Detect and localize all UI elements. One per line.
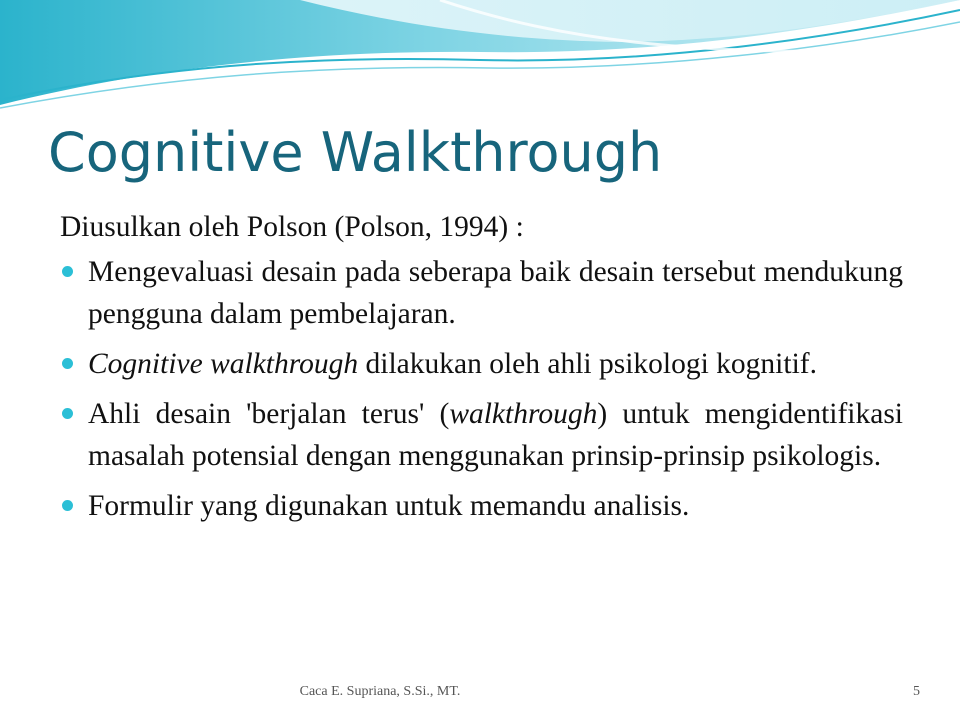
bullet-item bbox=[60, 485, 903, 527]
footer-author: Caca E. Supriana, S.Si., MT. bbox=[299, 684, 461, 699]
bullet-item bbox=[60, 343, 903, 385]
bullet-text: Formulir yang digunakan untuk memandu analisis. bbox=[88, 490, 690, 522]
bullet-text: Mengevaluasi desain pada seberapa baik desain tersebut mendukung pengguna dalam pembelajaran. bbox=[88, 256, 903, 330]
header-wave-decoration bbox=[0, 0, 960, 120]
page-number: 5 bbox=[913, 684, 920, 699]
bullet-list bbox=[60, 251, 903, 527]
slide-title: Cognitive Walkthrough bbox=[48, 121, 663, 184]
intro-text: Diusulkan oleh Polson (Polson, 1994) : bbox=[60, 211, 524, 243]
bullet-emphasis: Cognitive walkthrough bbox=[88, 348, 359, 380]
slide-content bbox=[60, 206, 903, 535]
bullet-icon bbox=[62, 266, 73, 277]
bullet-item bbox=[60, 251, 903, 335]
bullet-emphasis: walkthrough bbox=[449, 398, 598, 430]
bullet-text: dilakukan oleh ahli psikologi kognitif. bbox=[358, 348, 817, 380]
bullet-icon bbox=[62, 408, 73, 419]
bullet-text: Ahli desain 'berjalan terus' ( bbox=[88, 398, 450, 430]
bullet-icon bbox=[62, 500, 73, 511]
bullet-item bbox=[60, 393, 903, 477]
bullet-text: ) untuk mengidentifikasi masalah potensial dengan menggunakan prinsip-prinsip psikologis. bbox=[88, 398, 904, 472]
bullet-icon bbox=[62, 358, 73, 369]
